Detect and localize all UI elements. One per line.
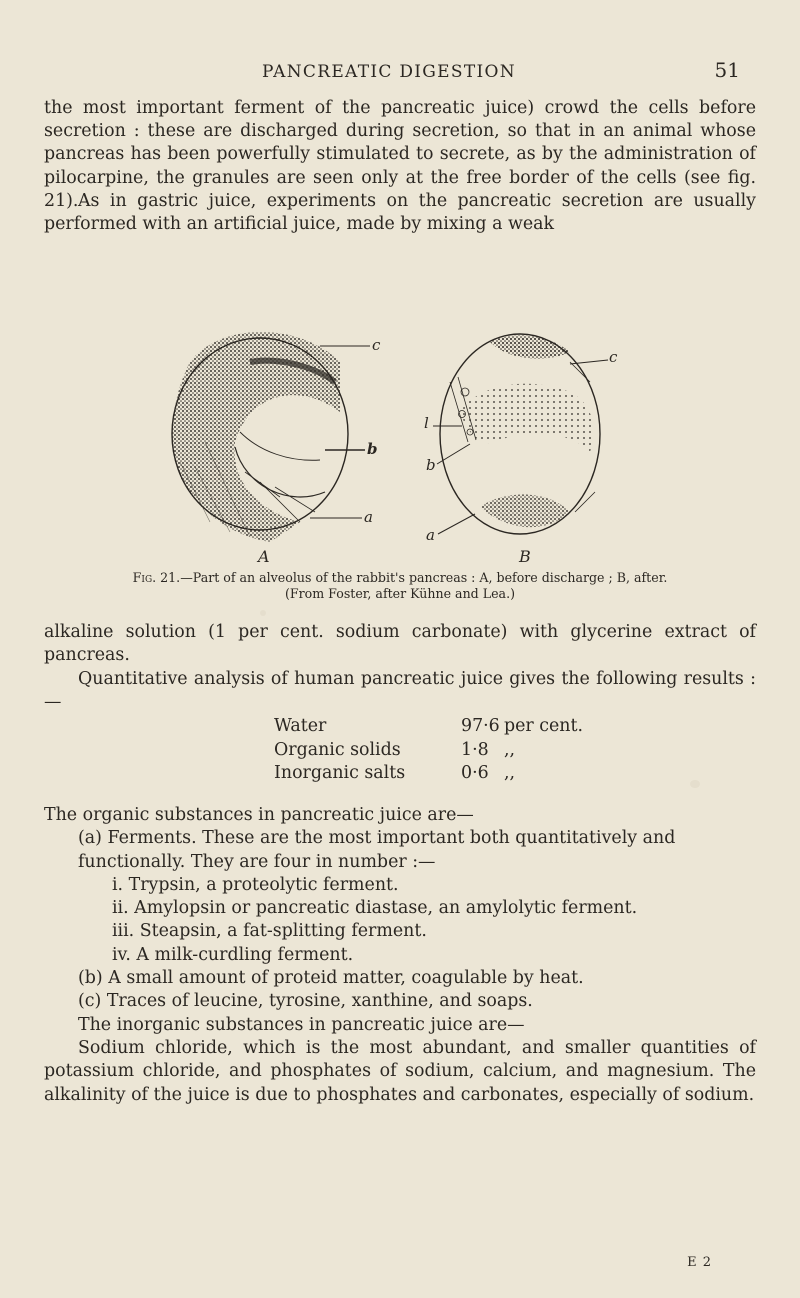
inorganic-paragraph: Sodium chloride, which is the most abundant, and smaller quantities of potassium chloride, and phosphates of sodium, calcium, and magnesium. The alkalinity of the juice is due to phosphates and carbonates, especially of sodium. bbox=[44, 1037, 756, 1105]
figure-letter-c: c bbox=[609, 348, 618, 366]
page-header bbox=[0, 58, 800, 86]
signature-mark: E 2 bbox=[687, 1255, 712, 1270]
paragraph-artificial-juice: As in gastric juice, experiments on the pancreatic secretion are usually performed with an artificial juice, made by mixing a weak bbox=[44, 191, 756, 235]
paragraph-granules: the most important ferment of the pancreatic juice) crowd the cells before secretion : these are discharged during secretion, so that in an animal whose pancreas has been powerfully stimulated to secrete, as by the administration of pilocarpine, the granules are seen only at the free border of the cells (see fig. 21). bbox=[44, 98, 756, 211]
caption-source: (From Foster, after Kühne and Lea.) bbox=[284, 586, 515, 601]
table-row: Water 97·6 per cent. bbox=[274, 716, 584, 736]
ferment-steapsin: iii. Steapsin, a fat-splitting ferment. bbox=[112, 921, 427, 942]
traces-item: (c) Traces of leucine, tyrosine, xanthine, and soaps. bbox=[78, 991, 533, 1012]
running-head: PANCREATIC DIGESTION bbox=[262, 62, 516, 82]
figure-21 bbox=[150, 322, 650, 552]
figure-label-b: B bbox=[519, 547, 531, 566]
ferment-amylopsin: ii. Amylopsin or pancreatic diastase, an amylolytic ferment. bbox=[112, 898, 638, 919]
proteid-item: (b) A small amount of proteid matter, coagulable by heat. bbox=[78, 968, 584, 989]
analysis-table bbox=[274, 716, 694, 787]
ferment-trypsin: i. Trypsin, a proteolytic ferment. bbox=[112, 874, 399, 895]
page-number: 51 bbox=[714, 58, 740, 82]
alveolus-a bbox=[172, 332, 370, 542]
paragraph-alkaline: alkaline solution (1 per cent. sodium carbonate) with glycerine extract of pancreas. bbox=[44, 622, 756, 666]
caption-text: —Part of an alveolus of the rabbit's pancreas : A, before discharge ; B, after. bbox=[180, 570, 668, 585]
ferment-milk-curdling: iv. A milk-curdling ferment. bbox=[112, 944, 354, 965]
inorganic-intro: The inorganic substances in pancreatic juice are— bbox=[78, 1014, 525, 1035]
figure-letter-b: b bbox=[367, 440, 378, 458]
ferments-item: (a) Ferments. These are the most important both quantitatively and functionally. They are four in number :— bbox=[78, 828, 676, 872]
organic-intro: The organic substances in pancreatic juice are— bbox=[44, 805, 474, 825]
alveolus-b bbox=[433, 334, 608, 534]
figure-letter-c: c bbox=[372, 336, 381, 354]
organic-substances-list bbox=[44, 804, 756, 1107]
figure-letter-a: a bbox=[426, 526, 435, 544]
paragraph-analysis: Quantitative analysis of human pancreatic juice gives the following results :— bbox=[44, 669, 756, 713]
alveolus-illustration bbox=[150, 322, 650, 552]
figure-letter-b: b bbox=[426, 456, 436, 474]
figure-letter-a: a bbox=[364, 508, 373, 526]
figure-number: Fig. 21. bbox=[132, 570, 181, 585]
paper-speck bbox=[260, 610, 266, 616]
figure-caption bbox=[44, 570, 756, 602]
table-row: Organic solids 1·8 ,, bbox=[274, 739, 516, 760]
figure-letter-l: l bbox=[424, 414, 429, 432]
figure-label-a: A bbox=[258, 547, 270, 566]
table-row: Inorganic salts 0·6 ,, bbox=[274, 763, 516, 783]
